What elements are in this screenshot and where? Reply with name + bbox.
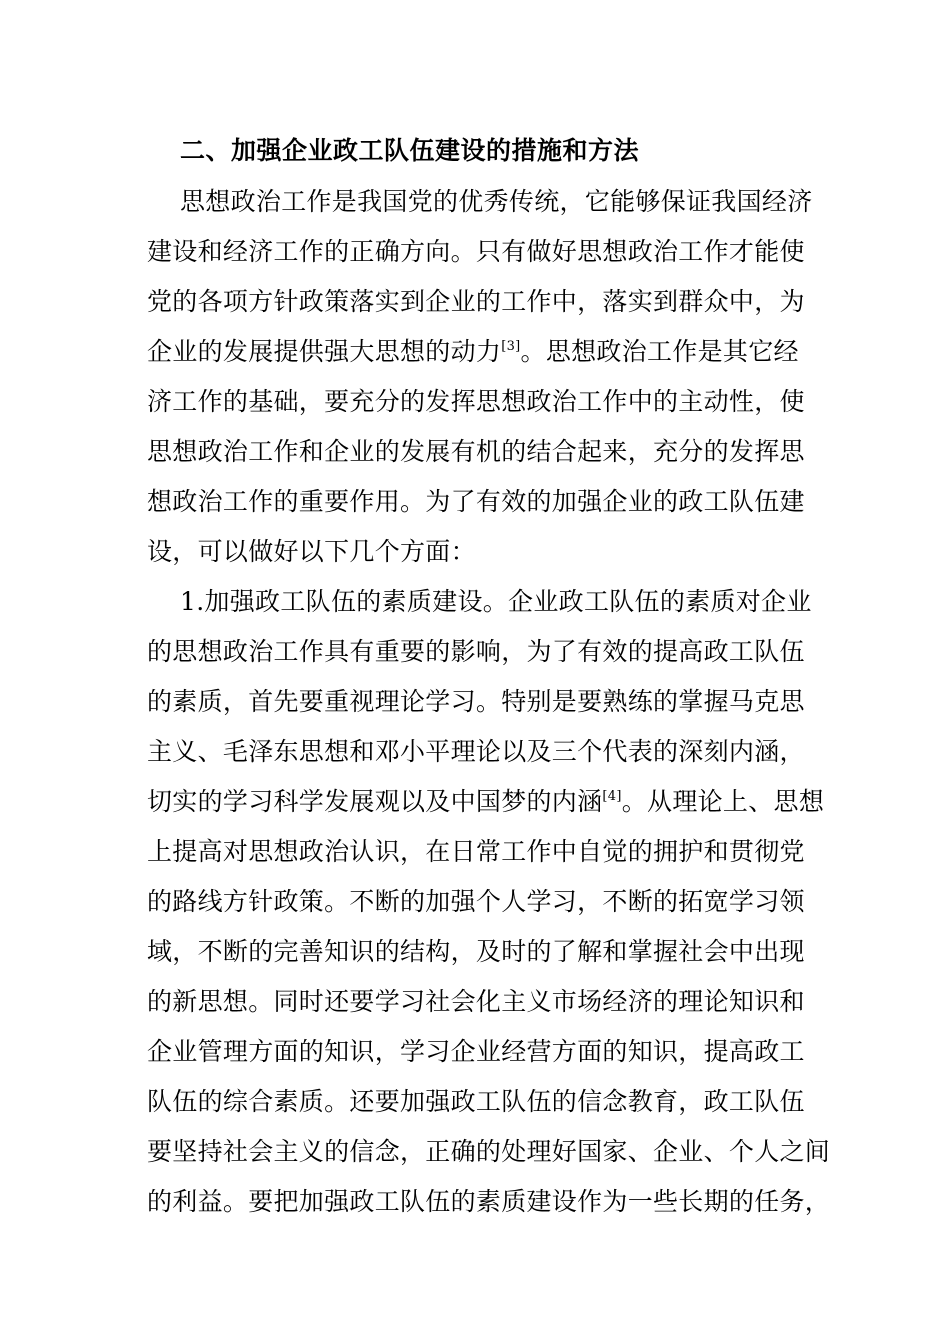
paragraph-2-line-9: 的新思想。同时还要学习社会化主义市场经济的理论知识和 [147, 987, 805, 1016]
paragraph-2-line-1: 1.加强政工队伍的素质建设。企业政工队伍的素质对企业 [180, 587, 812, 616]
line-text: 企业的发展提供强大思想的动力 [147, 337, 502, 366]
paragraph-2-line-3: 的素质，首先要重视理论学习。特别是要熟练的掌握马克思 [147, 687, 805, 716]
line-text: 。从理论上、思想 [621, 787, 825, 816]
paragraph-2-line-2: 的思想政治工作具有重要的影响，为了有效的提高政工队伍 [147, 637, 805, 666]
section-heading: 二、加强企业政工队伍建设的措施和方法 [180, 136, 640, 165]
paragraph-2-line-7: 的路线方针政策。不断的加强个人学习，不断的拓宽学习领 [147, 887, 805, 916]
paragraph-2-line-6: 上提高对思想政治认识，在日常工作中自觉的拥护和贯彻党 [147, 837, 805, 866]
paragraph-2-line-13: 的利益。要把加强政工队伍的素质建设作为一些长期的任务， [147, 1187, 831, 1216]
paragraph-2-line-5 [147, 777, 824, 827]
citation-4[interactable]: [4] [602, 789, 622, 804]
paragraph-1-line-2: 建设和经济工作的正确方向。只有做好思想政治工作才能使 [147, 237, 805, 266]
paragraph-1-line-3: 党的各项方针政策落实到企业的工作中，落实到群众中，为 [147, 287, 805, 316]
line-text: 切实的学习科学发展观以及中国梦的内涵 [147, 787, 603, 816]
paragraph-1-line-6: 思想政治工作和企业的发展有机的结合起来，充分的发挥思 [147, 437, 805, 466]
paragraph-1-line-1: 思想政治工作是我国党的优秀传统，它能够保证我国经济 [180, 187, 813, 216]
paragraph-1-line-7: 想政治工作的重要作用。为了有效的加强企业的政工队伍建 [147, 487, 805, 516]
citation-3[interactable]: [3] [501, 339, 521, 354]
paragraph-1-line-5: 济工作的基础，要充分的发挥思想政治工作中的主动性，使 [147, 387, 805, 416]
paragraph-1-line-4 [147, 327, 799, 377]
paragraph-2-line-4: 主义、毛泽东思想和邓小平理论以及三个代表的深刻内涵， [147, 737, 805, 766]
paragraph-2-line-8: 域，不断的完善知识的结构，及时的了解和掌握社会中出现 [147, 937, 805, 966]
line-text: 。思想政治工作是其它经 [520, 337, 799, 366]
paragraph-2-line-12: 要坚持社会主义的信念，正确的处理好国家、企业、个人之间 [147, 1137, 831, 1166]
paragraph-2-line-11: 队伍的综合素质。还要加强政工队伍的信念教育，政工队伍 [147, 1087, 805, 1116]
paragraph-2-line-10: 企业管理方面的知识，学习企业经营方面的知识，提高政工 [147, 1037, 805, 1066]
paragraph-1-line-8: 设，可以做好以下几个方面： [147, 537, 476, 566]
